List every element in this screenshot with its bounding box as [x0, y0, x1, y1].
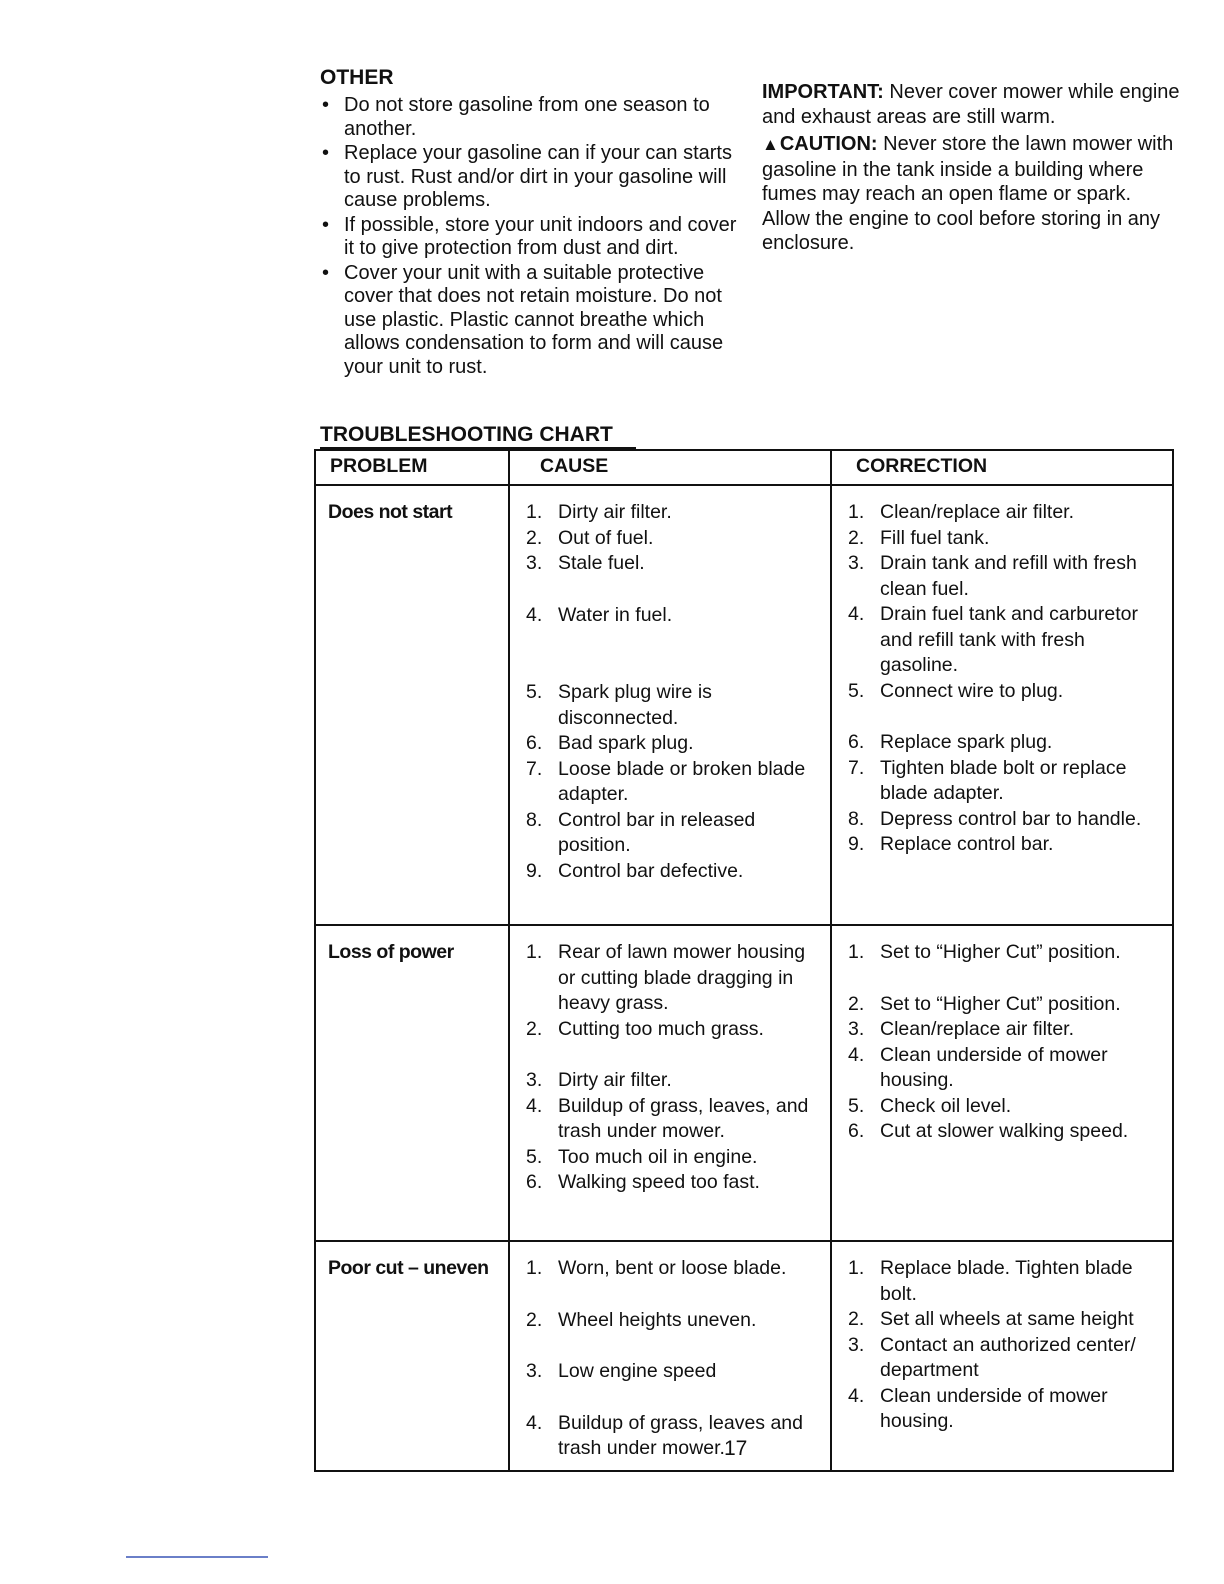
list-item: 4. Water in fuel. [526, 603, 673, 626]
list-item: 3. Dirty air filter. [526, 1069, 672, 1091]
table-row [315, 485, 1173, 925]
list-item: 4. Buildup of grass, leaves, and trash under mower. [526, 1094, 809, 1142]
corrections-cell [831, 925, 1173, 1241]
bullet-icon: • [322, 94, 330, 116]
causes-cell [509, 1241, 831, 1471]
list-item: 4. Clean underside of mower housing. [848, 1043, 1108, 1091]
list-item: 6. Walking speed too fast. [526, 1171, 760, 1193]
header-correction: CORRECTION [831, 450, 1173, 485]
other-heading: OTHER [320, 66, 394, 89]
list-item: 7. Loose blade or broken blade adapter. [526, 757, 806, 805]
list-item: 2. Wheel heights uneven. [526, 1308, 757, 1331]
list-item: 5. Too much oil in engine. [526, 1145, 758, 1168]
list-item: 1. Rear of lawn mower housing or cutting blade dragging in heavy grass. [526, 941, 806, 1014]
warning-triangle-icon: ▲ [762, 135, 779, 154]
list-item: 5. Connect wire to plug. [848, 679, 1064, 702]
list-item: 3. Stale fuel. [526, 552, 645, 574]
list-item: 3. Drain tank and refill with fresh clean fuel. [848, 552, 1137, 600]
list-item: 4. Buildup of grass, leaves and trash under mower. [526, 1411, 803, 1459]
page-number: 17 [724, 1437, 748, 1460]
troubleshooting-table [314, 449, 1174, 1472]
problem-cell: Poor cut – uneven [315, 1241, 509, 1471]
caution-notice [762, 132, 1182, 256]
important-text: Never cover mower while engine and exhaust areas are still warm. [762, 81, 1180, 128]
corrections-cell [831, 1241, 1173, 1471]
list-item: 3. Clean/replace air filter. [848, 1018, 1075, 1040]
list-item: 9. Control bar defective. [526, 859, 744, 882]
list-item: 1. Clean/replace air filter. [848, 501, 1075, 523]
problem-cell: Loss of power [315, 925, 509, 1241]
table-header-row [315, 450, 1173, 485]
list-item: • Cover your unit with a suitable protective cover that does not retain moisture. Do not use plastic. Plastic cannot breathe which allows condensation to form and will cause your unit to rust. [322, 261, 724, 378]
list-item: 2. Set to “Higher Cut” position. [848, 992, 1121, 1015]
list-item: 2. Out of fuel. [526, 526, 654, 549]
notice-section [762, 80, 1182, 259]
important-label: IMPORTANT: [762, 81, 884, 103]
list-item: 5. Check oil level. [848, 1094, 1012, 1117]
footer-divider [126, 1556, 268, 1558]
list-item: 2. Fill fuel tank. [848, 526, 990, 549]
list-item: 1. Worn, bent or loose blade. [526, 1257, 787, 1279]
list-item: 1. Set to “Higher Cut” position. [848, 941, 1121, 963]
troubleshooting-chart-title: TROUBLESHOOTING CHART [320, 423, 636, 449]
causes-cell [509, 925, 831, 1241]
bullet-icon: • [322, 261, 330, 284]
list-item: 2. Cutting too much grass. [526, 1017, 764, 1040]
list-item: 5. Spark plug wire is disconnected. [526, 681, 712, 729]
list-item: • Do not store gasoline from one season to another. [322, 94, 710, 140]
list-item: 1. Replace blade. Tighten blade bolt. [848, 1257, 1133, 1305]
list-item: 3. Low engine speed [526, 1360, 717, 1382]
list-item: 2. Set all wheels at same height [848, 1308, 1134, 1330]
problem-cell: Does not start [315, 485, 509, 925]
list-item: 6. Bad spark plug. [526, 732, 694, 754]
list-item: 6. Replace spark plug. [848, 731, 1053, 753]
list-item: 8. Depress control bar to handle. [848, 807, 1142, 830]
important-notice [762, 80, 1182, 129]
list-item: 6. Cut at slower walking speed. [848, 1120, 1129, 1142]
causes-cell [509, 485, 831, 925]
list-item: 3. Contact an authorized center/ department [848, 1333, 1136, 1381]
header-problem: PROBLEM [315, 450, 509, 485]
list-item: 8. Control bar in released position. [526, 808, 756, 856]
bullet-icon: • [322, 213, 330, 236]
list-item: • If possible, store your unit indoors and cover it to give protection from dust and dirt. [322, 213, 737, 259]
caution-label: CAUTION: [779, 133, 878, 155]
corrections-cell [831, 485, 1173, 925]
list-item: 1. Dirty air filter. [526, 501, 672, 523]
bullet-icon: • [322, 142, 330, 164]
caution-text: Never store the lawn mower with gasoline in the tank inside a building where fumes may reach an open flame or spark. Allow the engine to cool before storing in any enclosure. [762, 133, 1174, 254]
list-item: • Replace your gasoline can if your can starts to rust. Rust and/or dirt in your gasoline will cause problems. [322, 142, 732, 211]
list-item: 7. Tighten blade bolt or replace blade adapter. [848, 756, 1127, 804]
list-item: 4. Drain fuel tank and carburetor and refill tank with fresh gasoline. [848, 603, 1138, 676]
other-section [320, 66, 740, 380]
other-bullet-list [320, 94, 740, 379]
header-cause: CAUSE [509, 450, 831, 485]
list-item: 9. Replace control bar. [848, 833, 1054, 855]
list-item: 4. Clean underside of mower housing. [848, 1384, 1108, 1432]
table-row [315, 925, 1173, 1241]
